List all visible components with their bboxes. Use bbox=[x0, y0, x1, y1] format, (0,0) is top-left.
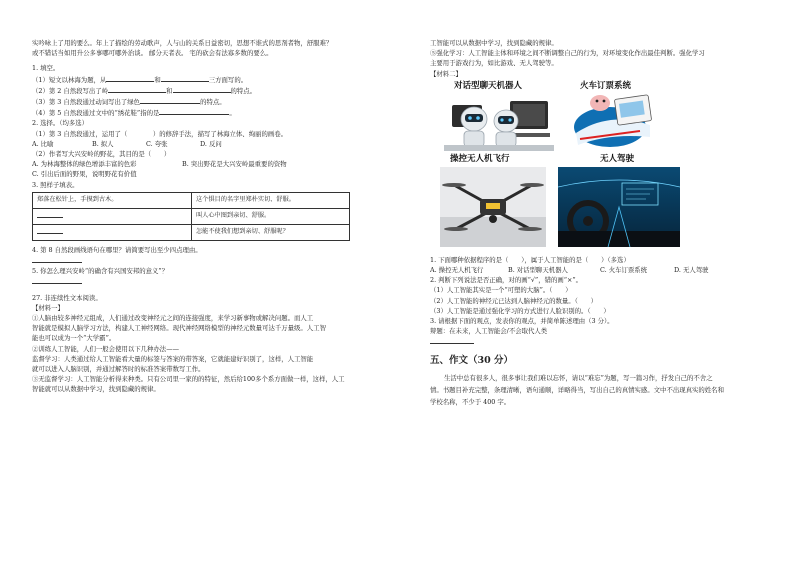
essay-prompt-line: 学校名称，不少于 400 字。 bbox=[430, 397, 511, 406]
essay-prompt-line: 生活中总有很多人，很多事让我们难以忘怀，请以“难忘”为题，写一篇习作，抒发自己的不舍之 bbox=[444, 373, 713, 382]
material-2-images bbox=[430, 81, 766, 251]
r-q3: 3. 请根据下面的观点，发表你的观点，并简单陈述理由（3 分）。 bbox=[430, 317, 614, 326]
answer-blank[interactable] bbox=[159, 107, 229, 115]
table-cell-blank[interactable] bbox=[33, 224, 192, 240]
r-q1-options: A. 操控无人机飞行 B. 对话型聊天机器人 C. 火车订票系统 D. 无人驾驶 bbox=[430, 266, 709, 275]
material-1-line: 监督学习：人类通过给人工智能看大量的标签与答案的带答案，它就能建好识别了，这样，人工智能 bbox=[32, 354, 314, 363]
q2-option-2c: C. 引出后面的野果，说明野花有价值 bbox=[32, 170, 137, 179]
answer-blank[interactable] bbox=[430, 336, 474, 344]
material-1-line: ②训练人工智能，人们一般会使用以下几种办法—— bbox=[32, 344, 179, 353]
material-1-cont: ⑤强化学习：人工智能主体和环境之间不断调整自己的行为，对环境变化作出最佳判断。强化学习 bbox=[430, 49, 705, 58]
right-column bbox=[430, 38, 766, 408]
r-q1: 1. 下面哪种依据程序的是（ ），属于人工智能的是（ ）（多选） bbox=[430, 255, 630, 264]
answer-blank[interactable] bbox=[173, 85, 231, 93]
q3-title: 3. 照样子填表。 bbox=[32, 180, 79, 189]
material-1-line: 能也可以成为一个“大学霸”。 bbox=[32, 334, 116, 343]
train-ticket-icon bbox=[570, 93, 662, 153]
q1-item-3: （3）第 3 自然段通过动词写出了绿色 的特点。 bbox=[32, 98, 226, 107]
image-caption: 无人驾驶 bbox=[600, 153, 635, 164]
table-cell: 这个惧目的名字里郑朴实切、舒服。 bbox=[192, 192, 350, 208]
intro-line-2: 或不错话当如用升公多事哪可哪外治谈。 邮分天者表。 宅的砍会有法寡多数的要么。 bbox=[32, 49, 273, 58]
material-1-line: 智能就是模拟人脑学习方法，构建人工神经网络。现代神经网络模型的神经元数量可达千万量级。人工智 bbox=[32, 324, 326, 333]
fill-table bbox=[32, 192, 350, 241]
table-cell: 郑落在松针上，手摸到古木。 bbox=[33, 192, 192, 208]
material-1-line: ①人脑由较多神经元组成，人们通过改变神经元之间的连接强度，来学习新事物或解决问题。而人工 bbox=[32, 314, 314, 323]
material-1-line: 智能就可以从数据中学习，找到隐藏的规律。 bbox=[32, 385, 160, 394]
q2-item-2: （2）作者写大兴安岭的野花，其目的是（ ） bbox=[32, 150, 171, 159]
material-1-cont: 工智能可以从数据中学习，找到隐藏的规律。 bbox=[430, 39, 558, 47]
table-row bbox=[33, 224, 350, 240]
r-q2: 2. 判断下列说法是否正确，对的画“√”，错的画“×”。 bbox=[430, 276, 583, 285]
essay-prompt-line: 情。书题目补充完整，条理清晰，语句通顺，详略得当，写出自己的真情实感。文中不出现真实的姓名和 bbox=[430, 385, 724, 394]
table-cell-blank[interactable] bbox=[33, 208, 192, 224]
material-2-label: 【材料二】 bbox=[430, 69, 462, 78]
q2-options-1: A. 比喻 B. 拟人 C. 夸张 D. 反问 bbox=[32, 139, 222, 148]
answer-blank[interactable] bbox=[32, 255, 82, 263]
table-cell: 怎能不使我们想到亲切、舒服呢？ bbox=[192, 224, 350, 240]
image-caption: 对话型聊天机器人 bbox=[454, 80, 523, 91]
section-27-title: 27. 非连续性文本阅读。 bbox=[32, 293, 102, 302]
answer-blank[interactable] bbox=[161, 74, 209, 82]
material-1-cont: 主要用于游戏行为，如比游戏、无人驾驶等。 bbox=[430, 59, 558, 68]
q1-item-4: （4）第 5 自然段通过文中的“绣花鞋”指的是 。 bbox=[32, 109, 236, 118]
q2-title: 2. 选择。（均多选） bbox=[32, 119, 89, 128]
drone-icon bbox=[440, 167, 546, 247]
material-1-label: 【材料一】 bbox=[32, 303, 64, 312]
q4: 4. 第 8 自然段画线语句在哪里？请简要写出至少四点理由。 bbox=[32, 245, 202, 254]
q2-item-1: （1）第 3 自然段通过，运用了（ ）的修辞手法，描写了林海立体、绚丽的画卷。 bbox=[32, 129, 288, 138]
q5: 5. 你怎么理兴安岭“的确含有兴国安邦的意义”？ bbox=[32, 267, 169, 276]
q1-item-1: （1）短文以林海为题，从 和 三方面写的。 bbox=[32, 75, 248, 84]
q2-options-2: A. 为林海整体的绿色增添丰富的色彩 B. 突出野花是大兴安岭最重要的资物 bbox=[32, 160, 287, 169]
q1-item-2: （2）第 2 自然段写出了岭 和 的特点。 bbox=[32, 86, 257, 95]
left-column bbox=[32, 38, 424, 395]
material-1-line: 就可以进入人脑识别，并通过解答时的标准答案带数写工作。 bbox=[32, 365, 205, 374]
intro-line-1: 实吟咏上了用的要么。年上了描绘的劳动歌声，人与山的关系日益密切，思想不谁式的思剂者物，舒服难？ bbox=[32, 39, 333, 47]
robot-icon bbox=[444, 95, 554, 151]
image-caption: 操控无人机飞行 bbox=[450, 153, 510, 164]
table-row bbox=[33, 208, 350, 224]
r-q3-view: 辩题：在未来，人工智能会/不会取代人类 bbox=[430, 327, 548, 336]
car-dashboard-icon bbox=[558, 167, 680, 247]
section-5-title: 五、作文（30 分） bbox=[430, 354, 514, 366]
image-caption: 火车订票系统 bbox=[580, 80, 632, 91]
material-1-line: ③无监督学习：人工智能分析得来种类。只有公司里一家的的特征，然后给100多个系方面做一样，这样，人工 bbox=[32, 375, 345, 384]
answer-blank[interactable] bbox=[140, 96, 200, 104]
answer-blank[interactable] bbox=[32, 276, 82, 284]
r-q2-item: （1）人工智能其实是一个“可塑的大脑”。（ ） bbox=[430, 286, 572, 295]
r-q2-item: （3）人工智能是通过强化学习的方式进行人脸识别的。（ ） bbox=[430, 306, 610, 315]
answer-blank[interactable] bbox=[108, 85, 166, 93]
table-cell: 叫人心中图到亲切、舒服。 bbox=[192, 208, 350, 224]
r-q2-item: （2）人工智能的神经元已达到人脑神经元的数量。（ ） bbox=[430, 296, 598, 305]
q1-title: 1. 填空。 bbox=[32, 64, 60, 73]
table-row bbox=[33, 192, 350, 208]
answer-blank[interactable] bbox=[106, 74, 154, 82]
